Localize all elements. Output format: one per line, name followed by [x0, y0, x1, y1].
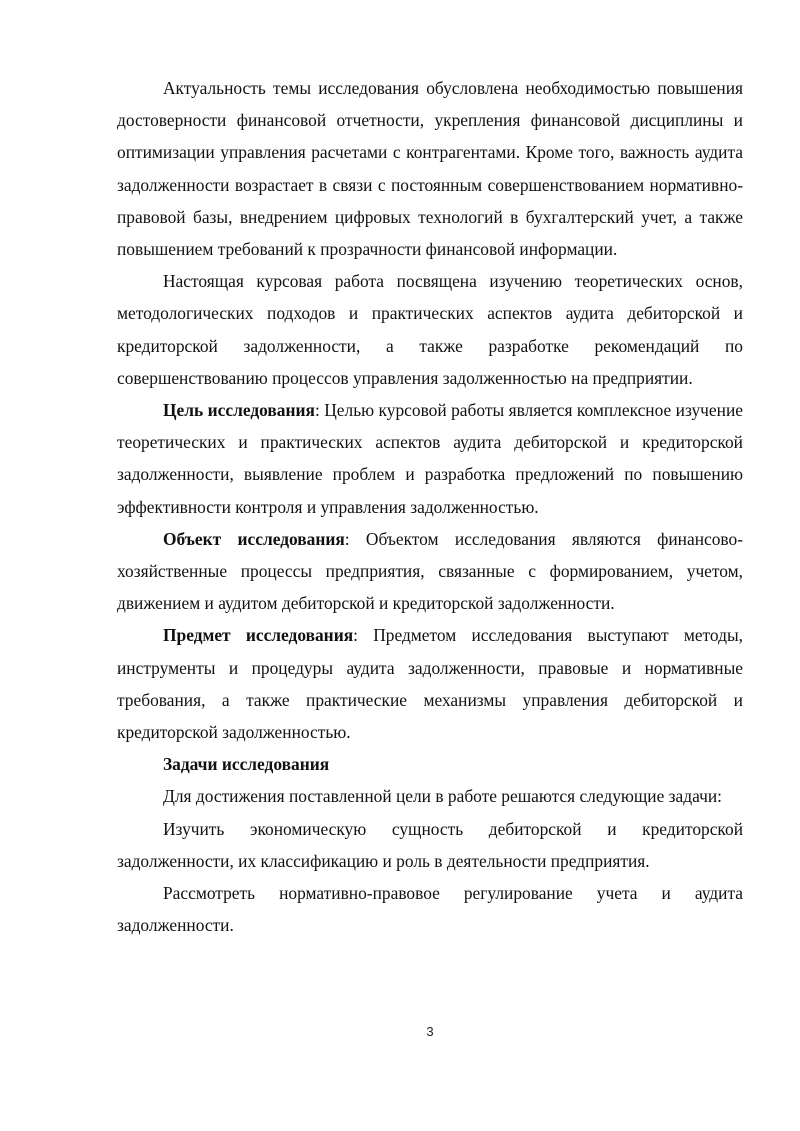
paragraph-purpose-of-work	[117, 265, 743, 394]
paragraph-text: Актуальность темы исследования обусловлена необходимостью повышения достоверности финансовой отчетности, укрепления финансовой дисциплины и оптимизации управления расчетами с контрагентами. Кроме того, важность аудита задолженности возрастает в связи с постоянным совершенствованием нормативно-правовой базы, внедрением цифровых технологий в бухгалтерский учет, а также повышением требований к прозрачности финансовой информации.	[117, 78, 743, 260]
page-number: 3	[426, 1024, 434, 1039]
paragraph-research-subject	[117, 619, 743, 748]
document-page	[117, 72, 743, 941]
paragraph-relevance	[117, 72, 743, 265]
paragraph-research-object	[117, 523, 743, 620]
research-goal-label: Цель исследования	[163, 400, 315, 421]
tasks-heading: Задачи исследования	[163, 754, 330, 775]
research-subject-text: : Предметом исследования выступают методы, инструменты и процедуры аудита задолженности, правовые и нормативные требования, а также практические механизмы управления дебиторской и кредиторской задолженностью.	[117, 625, 743, 743]
paragraph-research-goal	[117, 394, 743, 523]
research-subject-label: Предмет исследования	[163, 625, 354, 646]
task-item: Изучить экономическую сущность дебиторской и кредиторской задолженности, их классификацию и роль в деятельности предприятия.	[117, 818, 743, 871]
research-goal-text: : Целью курсовой работы является комплексное изучение теоретических и практических аспектов аудита дебиторской и кредиторской задолженности, выявление проблем и разработка предложений по повышению эффективности контроля и управления задолженностью.	[117, 400, 743, 517]
task-item: Рассмотреть нормативно-правовое регулирование учета и аудита задолженности.	[117, 883, 743, 936]
research-object-label: Объект исследования	[163, 528, 345, 549]
research-object-text: : Объектом исследования являются финансово-хозяйственные процессы предприятия, связанные с формированием, учетом, движением и аудитом дебиторской и кредиторской задолженности.	[117, 528, 743, 614]
paragraph-text: Настоящая курсовая работа посвящена изучению теоретических основ, методологических подходов и практических аспектов аудита дебиторской и кредиторской задолженности, а также разработке рекомендаций по совершенствованию процессов управления задолженностью на предприятии.	[117, 271, 743, 388]
tasks-intro: Для достижения поставленной цели в работе решаются следующие задачи:	[163, 786, 722, 807]
